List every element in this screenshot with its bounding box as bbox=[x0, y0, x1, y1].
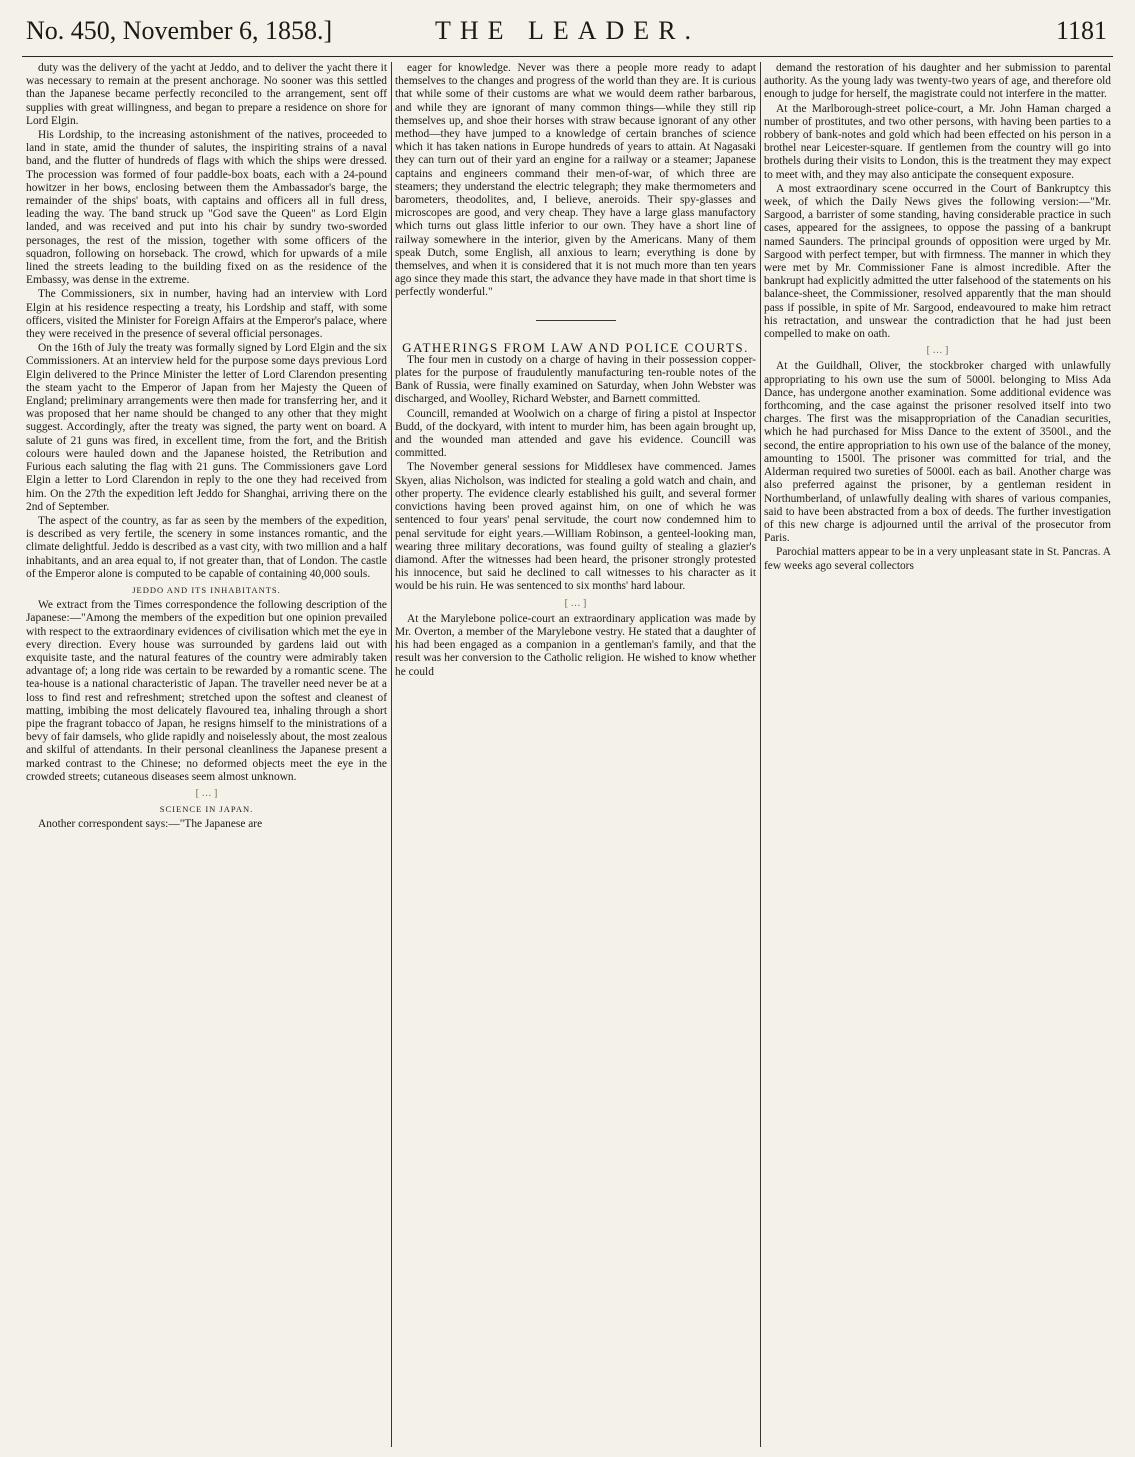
column-divider bbox=[391, 62, 392, 1447]
article-paragraph: demand the restoration of his daughter and her submission to parental authority. As the young lady was twenty-two years of age, and therefore old enough to judge for herself, the magistrate could not interfere in the matter. bbox=[764, 62, 1111, 101]
page-number: 1181 bbox=[1055, 16, 1107, 45]
article-paragraph: On the 16th of July the treaty was formally signed by Lord Elgin and the six Commissioners. At an interview held for the purpose some days previous Lord Elgin delivered to the Prince Minister the letter of Lord Clarendon presenting the steam yacht to the Emperor of Japan from her Majesty the Queen of England; preliminary arrangements were then made for transferring her, and it was proposed that her name should be changed to any other that they might suggest. Accordingly, after the treaty was signed, the party went on board. A salute of 21 guns was fired, in excellent time, from the fort, and the British colours were hauled down and the Japanese hoisted, the Retribution and Furious each saluting the flag with 21 guns. The Commissioners gave Lord Elgin a letter to Lord Clarendon in reply to the one they had received from him. On the 27th the expedition left Jeddo for Shanghai, arriving there on the 2nd of September. bbox=[26, 342, 387, 513]
issue-number-date: No. 450, November 6, 1858.] bbox=[26, 16, 333, 45]
section-separator bbox=[536, 320, 616, 321]
article-paragraph: The four men in custody on a charge of having in their possession copper-plates for the purpose of fraudulently manufacturing ten-rouble notes of the Bank of Russia, were finally examined on Saturday, when John Webster was discharged, and Woolley, Richard Webster, and Barnett committed. bbox=[395, 353, 756, 406]
article-paragraph: The November general sessions for Middlesex have commenced. James Skyen, alias Nicholson, was indicted for stealing a gold watch and chain, and other property. The evidence clearly established his guilt, and several former convictions having been proved against him, on one of which he was sentenced to four years' penal servitude, the court now condemned him to penal servitude for eight years.—William Robinson, a genteel-looking man, wearing three military decorations, was found guilty of stealing a glazier's diamond. After the witnesses had been heard, the prisoner strongly protested his innocence, but said he declined to call witnesses to his character as it would be his ruin. He was sentenced to six months' hard labour. bbox=[395, 461, 756, 593]
article-paragraph: eager for knowledge. Never was there a people more ready to adapt themselves to the changes and progress of the world than they are. It is curious that while some of their customs are what we would deem rather barbarous, and while they are ignorant of many common things—while they still rip themselves up, and shoe their horses with straw because ignorant of any other method—they have jumped to a knowledge of certain branches of science which it has taken nations in Europe hundreds of years to attain. At Nagasaki they can turn out of their yard an engine for a railway or a steamer; Japanese captains and engineers command their men-of-war, of which three are steamers; they understand the electric telegraph; they make thermometers and barometers, theodolites, and, I believe, aneroids. Their spy-glasses and microscopes are good, and very cheap. They have a large glass manufactory which turns out glass little inferior to our own. They have a short line of railway somewhere in the interior, given by the Americans. Many of them speak Dutch, some English, all anxious to learn; everything is done by themselves, and when it is considered that it is not much more than ten years ago since they made this start, the advance they have made in that short time is perfectly wonderful." bbox=[395, 62, 756, 299]
abridged-marker: [ … ] bbox=[564, 597, 587, 609]
article-paragraph: Another correspondent says:—"The Japanese are bbox=[38, 818, 263, 831]
section-subheading: JEDDO AND ITS INHABITANTS. bbox=[132, 584, 281, 595]
column-2 bbox=[395, 62, 756, 1447]
article-paragraph: We extract from the Times correspondence the following description of the Japanese:—"Among the members of the expedition but one opinion prevailed with respect to the extraordinary evidences of civilisation which met the eye in every direction. Every house was surrounded by gardens laid out with exquisite taste, and the natural features of the country were admirably taken advantage of; a long ride was certain to be rewarded by a romantic scene. The tea-house is a national characteristic of Japan. The traveller need never be at a loss to find rest and refreshment; stretched upon the softest and cleanest of matting, imbibing the most delicately flavoured tea, inhaling through a short pipe the fragrant tobacco of Japan, he resigns himself to the ministrations of a bevy of fair damsels, who glide rapidly and noiselessly about, the most zealous and skilful of attendants. In their personal cleanliness the Japanese present a marked contrast to the Chinese; no deformed objects meet the eye in the crowded streets; cutaneous diseases seem almost unknown. bbox=[26, 599, 387, 783]
article-paragraph: A most extraordinary scene occurred in the Court of Bankruptcy this week, of which the Daily News gives the following version:—"Mr. Sargood, a barrister of some standing, having considerable practice in such cases, appeared for the assignees, to oppose the passing of a bankrupt named Saunders. The principal grounds of opposition were urged by Mr. Sargood with perfect temper, but with firmness. The manner in which they were met by Mr. Commissioner Fane is almost incredible. After the bankrupt had explicitly admitted the utter falsehood of the statements on his balance-sheet, the Commissioner, resolved apparently that the man should pass if possible, in spite of Mr. Sargood, endeavoured to make him retract his retractation, and unswear the contradiction that he had just been compelled to make on oath. bbox=[764, 182, 1111, 341]
article-paragraph: The aspect of the country, as far as seen by the members of the expedition, is described as very fertile, the scenery in some instances romantic, and the climate delightful. Jeddo is described as a vast city, with two million and a half inhabitants, and an area equal to, if not greater than, that of London. The castle of the Emperor alone is computed to be capable of containing 40,000 souls. bbox=[26, 514, 387, 580]
article-paragraph: His Lordship, to the increasing astonishment of the natives, proceeded to land in state, amid the thunder of salutes, the inspiriting strains of a naval band, and the flutter of hundreds of flags with which the ships were dressed. The procession was formed of four paddle-box boats, each with a 24-pound howitzer in her bows, enclosing between them the Ambassador's barge, the remainder of the ships' boats, with captains and officers all in full dress, leading the way. The band struck up "God save the Queen" as Lord Elgin landed, and was received and put into his chair by sundry two-sworded personages, the rest of the mission, together with some officers of the squadron, following on horseback. The crowd, which for upwards of a mile lined the streets leading to the building fixed on as the residence of the Embassy, was dense in the extreme. bbox=[26, 129, 387, 287]
article-paragraph: Parochial matters appear to be in a very unpleasant state in St. Pancras. A few weeks ago several collectors bbox=[764, 546, 1111, 572]
article-paragraph: At the Marylebone police-court an extraordinary application was made by Mr. Overton, a member of the Marylebone vestry. He stated that a daughter of his had been engaged as a companion in a gentleman's family, and that the result was her conversion to the Catholic religion. He wished to know whether he could bbox=[395, 612, 756, 678]
newspaper-title: THE LEADER. bbox=[434, 16, 701, 45]
article-paragraph: At the Marlborough-street police-court, a Mr. John Haman charged a number of prostitutes, and two other persons, with having been parties to a robbery of bank-notes and gold which had been effected on his person in a brothel near Leicester-square. If gentlemen from the country will go into brothels during their visits to London, this is the treatment they may expect to meet with, and they may also anticipate the consequent exposure. bbox=[764, 102, 1111, 181]
column-divider bbox=[760, 62, 761, 1447]
masthead bbox=[22, 8, 1113, 57]
article-paragraph: Councill, remanded at Woolwich on a charge of firing a pistol at Inspector Budd, of the dockyard, with intent to murder him, has been again brought up, and the wounded man attended and gave his evidence. Councill was committed. bbox=[395, 407, 756, 460]
column-3 bbox=[764, 62, 1111, 1447]
column-1 bbox=[26, 62, 387, 1447]
abridged-marker: [ … ] bbox=[926, 345, 949, 357]
article-paragraph: At the Guildhall, Oliver, the stockbroker charged with unlawfully appropriating to his own use the sum of 5000l. belonging to Miss Ada Dance, has undergone another examination. Some additional evidence was forthcoming, and the case against the prisoner resolved itself into two charges. The first was the misappropriation of the Canadian securities, which he had purchased for Miss Dance to the extent of 3500l., and the second, the entire appropriation to his own use of the balance of the money, amounting to 1500l. The prisoner was committed for trial, and the Alderman required two sureties of 5000l. each as bail. Another charge was also preferred against the prisoner, by a gentleman resident in Northumberland, of unlawfully dealing with shares of various companies, said to have been abstracted from a box of deeds. The further investigation of this new charge is adjourned until the arrival of the prosecutor from Paris. bbox=[764, 360, 1111, 545]
article-paragraph: duty was the delivery of the yacht at Jeddo, and to deliver the yacht there it was necessary to remain at the present anchorage. No sooner was this settled than the Japanese became perfectly reconciled to the arrangement, sent off supplies with great willingness, and began to prepare a residence on shore for Lord Elgin. bbox=[26, 62, 387, 127]
abridged-marker: [ … ] bbox=[195, 787, 218, 799]
section-subheading: SCIENCE IN JAPAN. bbox=[159, 804, 254, 815]
article-paragraph: The Commissioners, six in number, having had an interview with Lord Elgin at his residence respecting a treaty, his Lordship and staff, with some officers, visited the Minister for Foreign Affairs at the Emperor's palace, where they were received in the presence of several official personages. bbox=[26, 288, 387, 341]
section-heading: GATHERINGS FROM LAW AND POLICE COURTS. bbox=[402, 339, 749, 355]
